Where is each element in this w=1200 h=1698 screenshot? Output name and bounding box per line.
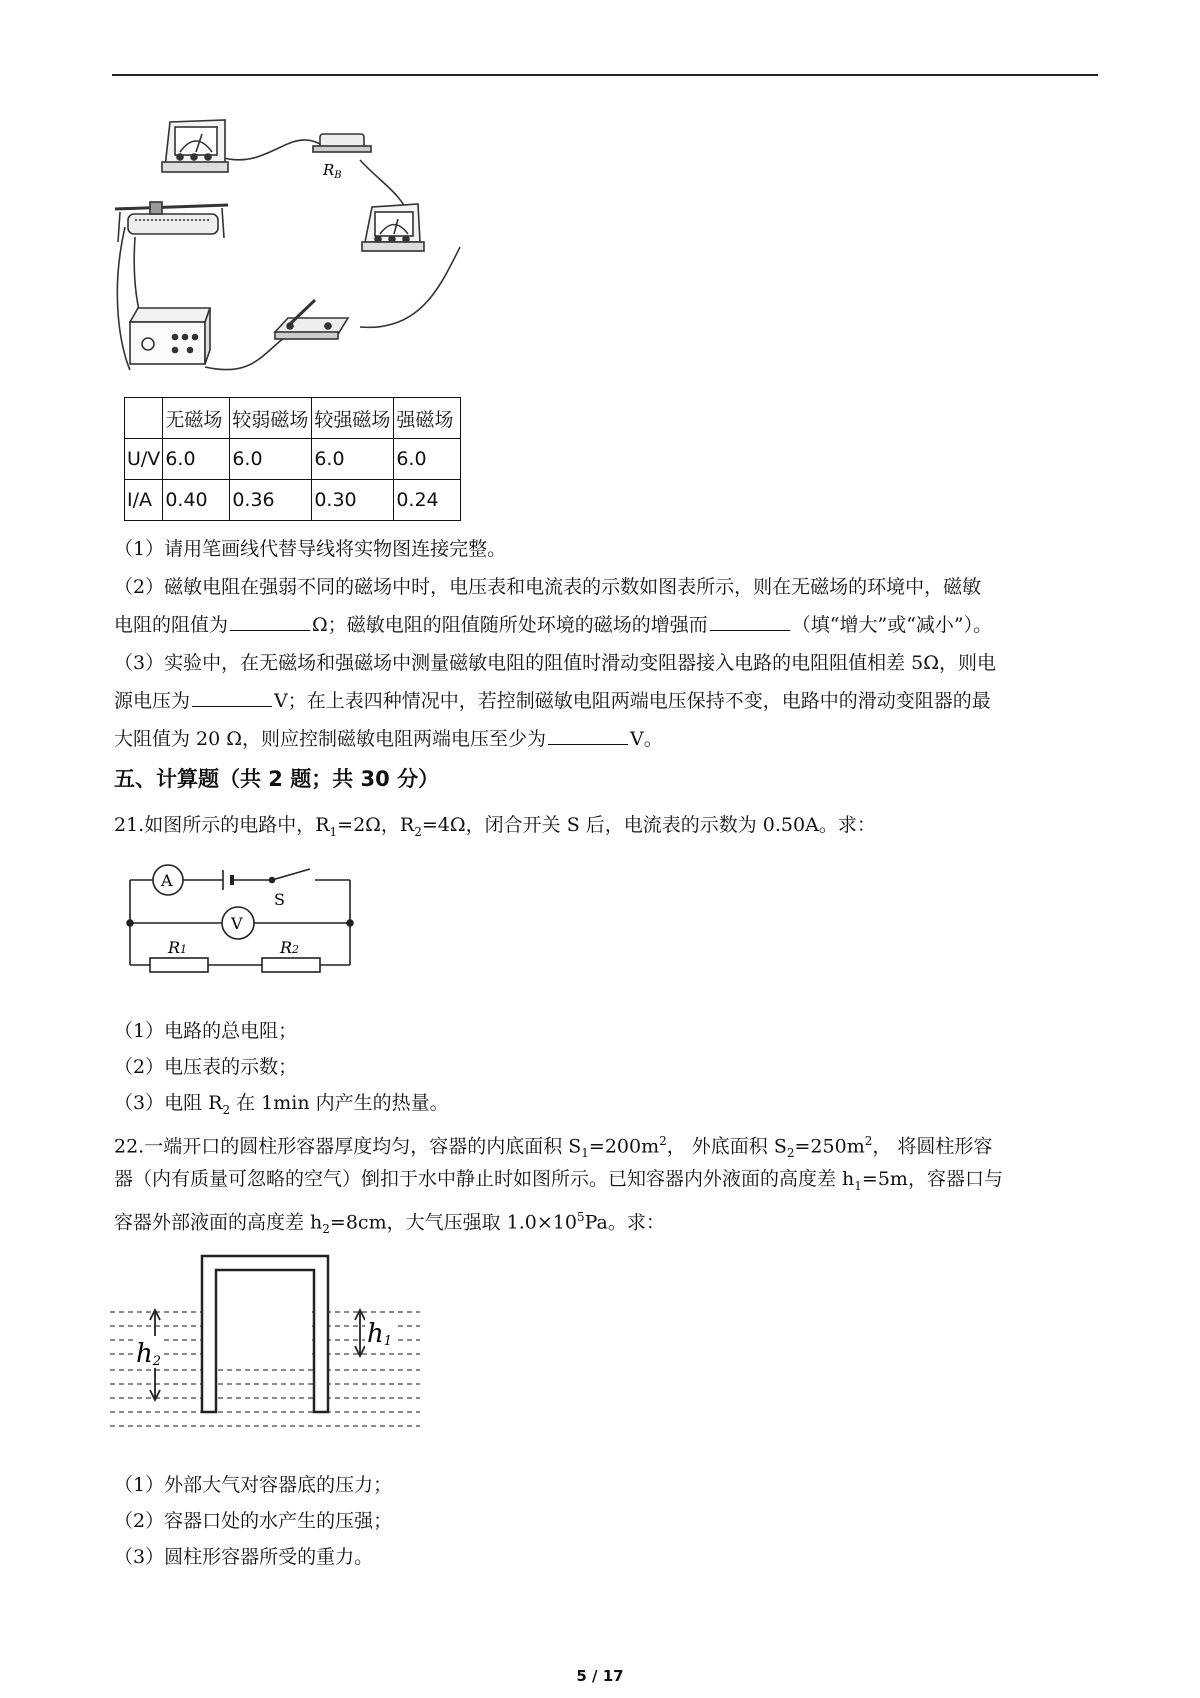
q20-part2-line2	[114, 612, 992, 638]
subscript: 1	[581, 1146, 589, 1161]
table-cell: 6.0	[230, 439, 312, 480]
text-span: =4Ω，闭合开关 S 后，电流表的示数为 0.50A。求：	[421, 814, 876, 836]
text-span: 器（内有质量可忽略的空气）倒扣于水中静止时如图所示。已知容器内外液面的高度差 h	[114, 1168, 855, 1190]
rheostat-device	[115, 202, 228, 242]
junction-dot	[347, 920, 353, 926]
rb-component	[313, 134, 371, 152]
page-number: 5 / 17	[576, 1667, 624, 1685]
switch-blade	[272, 869, 310, 880]
q20-part3-line2	[114, 688, 991, 714]
switch-label: S	[274, 890, 285, 909]
q20-part1: （1）请用笔画线代替导线将实物图连接完整。	[114, 538, 507, 560]
superscript: 5	[576, 1210, 585, 1224]
table-row	[125, 480, 461, 521]
superscript: 2	[659, 1134, 667, 1148]
voltmeter-device	[162, 120, 228, 172]
switch-device	[275, 300, 348, 339]
text-span: V。	[630, 728, 663, 750]
subscript: 2	[786, 1146, 795, 1161]
r2-label: R2	[280, 938, 300, 957]
table-cell: 0.30	[312, 480, 394, 521]
wire	[205, 337, 285, 370]
text-span: =200m	[588, 1135, 660, 1158]
r1-label: R1	[168, 938, 188, 957]
junction-dot	[127, 920, 133, 926]
resistor-r2	[262, 958, 320, 972]
q21-stem	[114, 812, 876, 845]
text-span: 电阻的阻值为	[114, 614, 229, 636]
table-cell: U/V	[125, 439, 163, 480]
text-span: =5m，容器口与	[861, 1168, 1003, 1190]
wire	[360, 247, 460, 327]
table-header-cell: 较强磁场	[312, 398, 394, 439]
q20-part2-line1: （2）磁敏电阻在强弱不同的磁场中时，电压表和电流表的示数如图表所示，则在无磁场的环境中，磁敏	[114, 576, 982, 598]
text-span: 22.一端开口的圆柱形容器厚度均匀，容器的内底面积 S	[114, 1135, 582, 1158]
section-heading: 五、计算题（共 2 题；共 30 分）	[114, 767, 440, 791]
text-span: 在 1min 内产生的热量。	[230, 1092, 449, 1114]
q21-part1: （1）电路的总电阻；	[114, 1020, 298, 1042]
table-header-cell: 较弱磁场	[230, 398, 312, 439]
text-span: 21.如图所示的电路中，R	[114, 814, 330, 836]
text-span: （3）电阻 R	[114, 1092, 223, 1114]
q22-stem-line2	[114, 1166, 1003, 1199]
table-header-cell: 无磁场	[163, 398, 230, 439]
table-cell: 0.24	[394, 480, 461, 521]
q22-part3: （3）圆柱形容器所受的重力。	[114, 1546, 374, 1568]
apparatus-figure	[110, 112, 470, 397]
table-row	[125, 439, 461, 480]
subscript: 2	[222, 1102, 231, 1117]
text-span: Ω；磁敏电阻的阻值随所处环境的磁场的增强而	[312, 614, 708, 636]
container-air	[218, 1272, 312, 1369]
q22-part1: （1）外部大气对容器底的压力；	[114, 1474, 393, 1496]
table-cell: 0.36	[230, 480, 312, 521]
text-span: =2Ω，R	[337, 814, 415, 836]
q22-container-figure	[110, 1248, 420, 1438]
power-supply-device	[130, 308, 210, 364]
q22-part2: （2）容器口处的水产生的压强；	[114, 1510, 393, 1532]
table-cell: 0.40	[163, 480, 230, 521]
rb-label: $R_B$	[323, 161, 342, 181]
text-span: 大阻值为 20 Ω，则应控制磁敏电阻两端电压至少为	[114, 728, 547, 750]
voltmeter-label: V	[231, 914, 243, 933]
q20-part3-line3	[114, 726, 663, 752]
answer-blank[interactable]	[192, 688, 272, 707]
text-span: 容器外部液面的高度差 h	[114, 1211, 323, 1234]
h1-label: h1	[367, 1319, 393, 1349]
q21-circuit-diagram	[120, 855, 360, 985]
table-cell: I/A	[125, 480, 163, 521]
text-span: ， 外底面积 S	[666, 1135, 787, 1158]
text-span: （填“增大”或“减小”）。	[791, 614, 993, 636]
table-header-cell: 强磁场	[394, 398, 461, 439]
answer-blank[interactable]	[230, 612, 310, 631]
ammeter-device	[362, 204, 424, 251]
h2-label: h2	[136, 1339, 162, 1369]
text-span: 源电压为	[114, 690, 191, 712]
table-cell: 6.0	[163, 439, 230, 480]
text-span: ， 将圆柱形容	[872, 1135, 993, 1158]
table-header-cell	[125, 398, 163, 439]
answer-blank[interactable]	[710, 612, 790, 631]
table-cell: 6.0	[312, 439, 394, 480]
subscript: 1	[329, 824, 338, 839]
wire	[117, 227, 130, 370]
subscript: 2	[414, 824, 422, 839]
wire	[220, 140, 325, 160]
answer-blank[interactable]	[548, 726, 628, 745]
superscript: 2	[864, 1134, 873, 1148]
q21-part2: （2）电压表的示数；	[114, 1056, 298, 1078]
q21-part3	[114, 1090, 449, 1123]
table-cell: 6.0	[394, 439, 461, 480]
q22-stem-line1	[114, 1128, 992, 1166]
text-span: =250m	[794, 1135, 865, 1158]
text-span: =8cm，大气压强取 1.0×10	[329, 1211, 577, 1234]
q22-stem-line3	[114, 1204, 665, 1242]
text-span: Pa。求：	[584, 1211, 665, 1234]
measurement-table	[124, 397, 461, 521]
q20-part3-line1: （3）实验中，在无磁场和强磁场中测量磁敏电阻的阻值时滑动变阻器接入电路的电阻阻值相差 5Ω，则电	[114, 652, 996, 674]
subscript: 1	[854, 1178, 862, 1193]
top-rule	[112, 74, 1098, 76]
subscript: 2	[322, 1222, 330, 1237]
table-header-row	[125, 398, 461, 439]
text-span: V；在上表四种情况中，若控制磁敏电阻两端电压保持不变，电路中的滑动变阻器的最	[274, 690, 991, 712]
ammeter-label: A	[161, 871, 173, 890]
resistor-r1	[150, 958, 208, 972]
